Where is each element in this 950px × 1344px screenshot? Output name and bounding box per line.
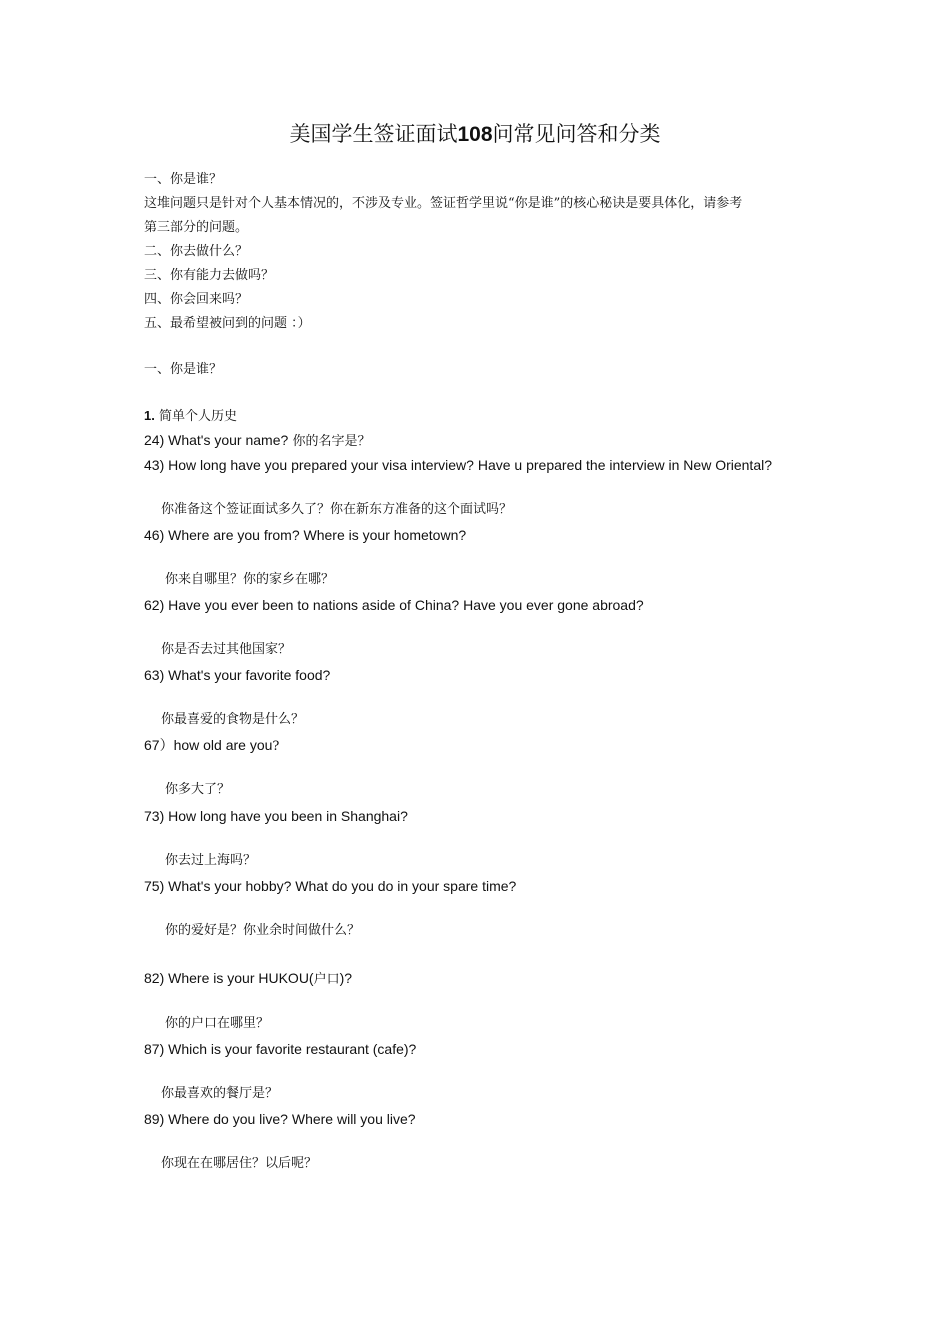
toc-note-continued: 第三部分的问题。 [144,220,249,235]
question-en: 62) Have you ever been to nations aside of China? Have you ever gone abroad? [144,597,644,613]
title-suffix: 问常见问答和分类 [492,122,661,146]
question-hukou-cn: 户口 [313,972,340,987]
question-cn-translation: 你来自哪里？你的家乡在哪？ [165,572,335,587]
question-cn-translation: 你准备这个签证面试多久了？你在新东方准备的这个面试吗？ [161,502,513,517]
toc-note: 这堆问题只是针对个人基本情况的，不涉及专业。签证哲学里说“你是谁”的核心秘诀是要具体化，请参考 [144,196,743,211]
toc-item: 一、你是谁？ [144,172,223,187]
question-text: how old are you [173,737,273,753]
question-en: 24) What's your name? [144,432,289,448]
question-cn-translation: 你多大了？ [165,782,231,797]
question-en: 75) What's your hobby? What do you do in your spare time? [144,878,517,894]
question-text-end: )? [339,970,353,986]
question-item [144,432,824,450]
question-cn-translation: 你的爱好是？你业余时间做什么？ [165,923,361,938]
question-cn-translation: 你的户口在哪里？ [165,1016,270,1031]
question-en: 73) How long have you been in Shanghai? [144,808,408,824]
question-en [144,970,824,988]
toc-item: 五、最希望被问到的问题 ：） [144,316,311,331]
question-cn-translation: 你去过上海吗？ [165,853,257,868]
page-title [0,118,950,148]
question-cn-translation: 你最喜爱的食物是什么？ [161,712,305,727]
title-prefix: 美国学生签证面试 [289,122,458,146]
question-en [144,737,824,755]
toc-item: 三、你有能力去做吗？ [144,268,275,283]
question-en: 63) What's your favorite food? [144,667,331,683]
question-cn-translation: 你是否去过其他国家？ [161,642,292,657]
question-text: 82) Where is your HUKOU( [144,970,314,986]
question-number: 67） [144,737,174,753]
question-en: 87) Which is your favorite restaurant (cafe)? [144,1041,417,1057]
question-en: 89) Where do you live? Where will you live? [144,1111,416,1127]
question-cn: 你的名字是？ [292,434,371,449]
subsection-title: 简单个人历史 [158,409,237,424]
question-en: 43) How long have you prepared your visa interview? Have u prepared the interview in New Oriental? [144,457,772,473]
question-cn-translation: 你现在在哪居住？以后呢？ [161,1156,318,1171]
toc-item: 四、你会回来吗？ [144,292,249,307]
toc-item: 二、你去做什么？ [144,244,249,259]
question-mark: ? [272,739,280,754]
subsection-number: 1. [144,408,155,423]
question-en: 46) Where are you from? Where is your hometown? [144,527,467,543]
section-heading: 一、你是谁？ [144,362,223,377]
subsection-heading [144,408,824,425]
title-number: 108 [457,123,493,146]
question-cn-translation: 你最喜欢的餐厅是？ [161,1086,279,1101]
